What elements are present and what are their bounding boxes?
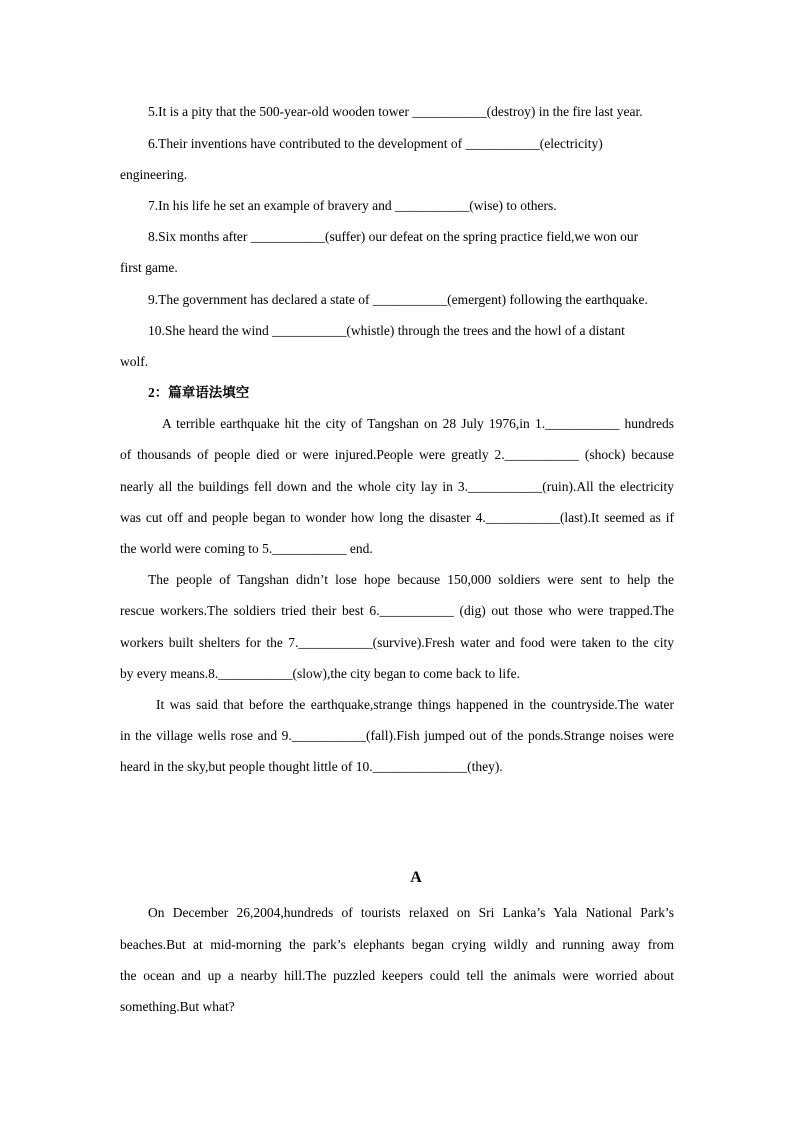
cloze-paragraph-3-line: in the village wells rose and 9.___________(fall).Fish jumped out of the ponds.Strange noises were	[120, 728, 674, 744]
exercise-item-6: 6.Their inventions have contributed to the development of ___________(electricity)	[148, 135, 603, 151]
exercise-item-9: 9.The government has declared a state of ___________(emergent) following the earthquake.	[148, 291, 648, 307]
section-2-heading: 2：篇章语法填空	[148, 385, 250, 401]
cloze-paragraph-2-line: The people of Tangshan didn’t lose hope because 150,000 soldiers were sent to help the	[148, 572, 674, 588]
exercise-item-7: 7.In his life he set an example of bravery and ___________(wise) to others.	[148, 197, 557, 213]
cloze-paragraph-1-line: nearly all the buildings fell down and the whole city lay in 3.___________(ruin).All the electricity	[120, 478, 674, 494]
exercise-item-8: 8.Six months after ___________(suffer) our defeat on the spring practice field,we won our	[148, 229, 639, 245]
cloze-paragraph-3-line: It was said that before the earthquake,strange things happened in the countryside.The water	[156, 696, 674, 712]
cloze-paragraph-3-line: heard in the sky,but people thought little of 10.______________(they).	[120, 759, 503, 775]
cloze-paragraph-1-line: was cut off and people began to wonder how long the disaster 4.___________(last).It seemed as if	[120, 509, 674, 525]
exercise-item-8-continued: first game.	[120, 260, 178, 276]
passage-a-line: the ocean and up a nearby hill.The puzzled keepers could tell the animals were worried about	[120, 967, 674, 983]
exercise-item-5: 5.It is a pity that the 500-year-old wooden tower ___________(destroy) in the fire last year.	[148, 104, 643, 120]
passage-a-title: A	[410, 869, 422, 886]
cloze-paragraph-1-line: A terrible earthquake hit the city of Tangshan on 28 July 1976,in 1.___________ hundreds	[162, 416, 674, 432]
exercise-item-10: 10.She heard the wind ___________(whistle) through the trees and the howl of a distant	[148, 322, 625, 338]
exercise-item-6-continued: engineering.	[120, 166, 188, 182]
exercise-and-cloze-section	[120, 96, 674, 782]
passage-a-line: something.But what?	[120, 998, 235, 1014]
passage-a-body	[120, 897, 674, 1022]
cloze-paragraph-1-line: the world were coming to 5.___________ end.	[120, 541, 373, 557]
cloze-paragraph-2-line: rescue workers.The soldiers tried their best 6.___________ (dig) out those who were trapped.The	[120, 603, 674, 619]
cloze-paragraph-2-line: workers built shelters for the 7.___________(survive).Fresh water and food were taken to the city	[120, 634, 674, 650]
passage-a-line: beaches.But at mid-morning the park’s elephants began crying wildly and running away from	[120, 936, 674, 952]
cloze-paragraph-1-line: of thousands of people died or were injured.People were greatly 2.___________ (shock) because	[120, 447, 674, 463]
passage-a-line: On December 26,2004,hundreds of tourists relaxed on Sri Lanka’s Yala National Park’s	[148, 905, 674, 921]
exercise-item-10-continued: wolf.	[120, 353, 149, 369]
cloze-paragraph-2-line: by every means.8.___________(slow),the city began to come back to life.	[120, 665, 521, 681]
